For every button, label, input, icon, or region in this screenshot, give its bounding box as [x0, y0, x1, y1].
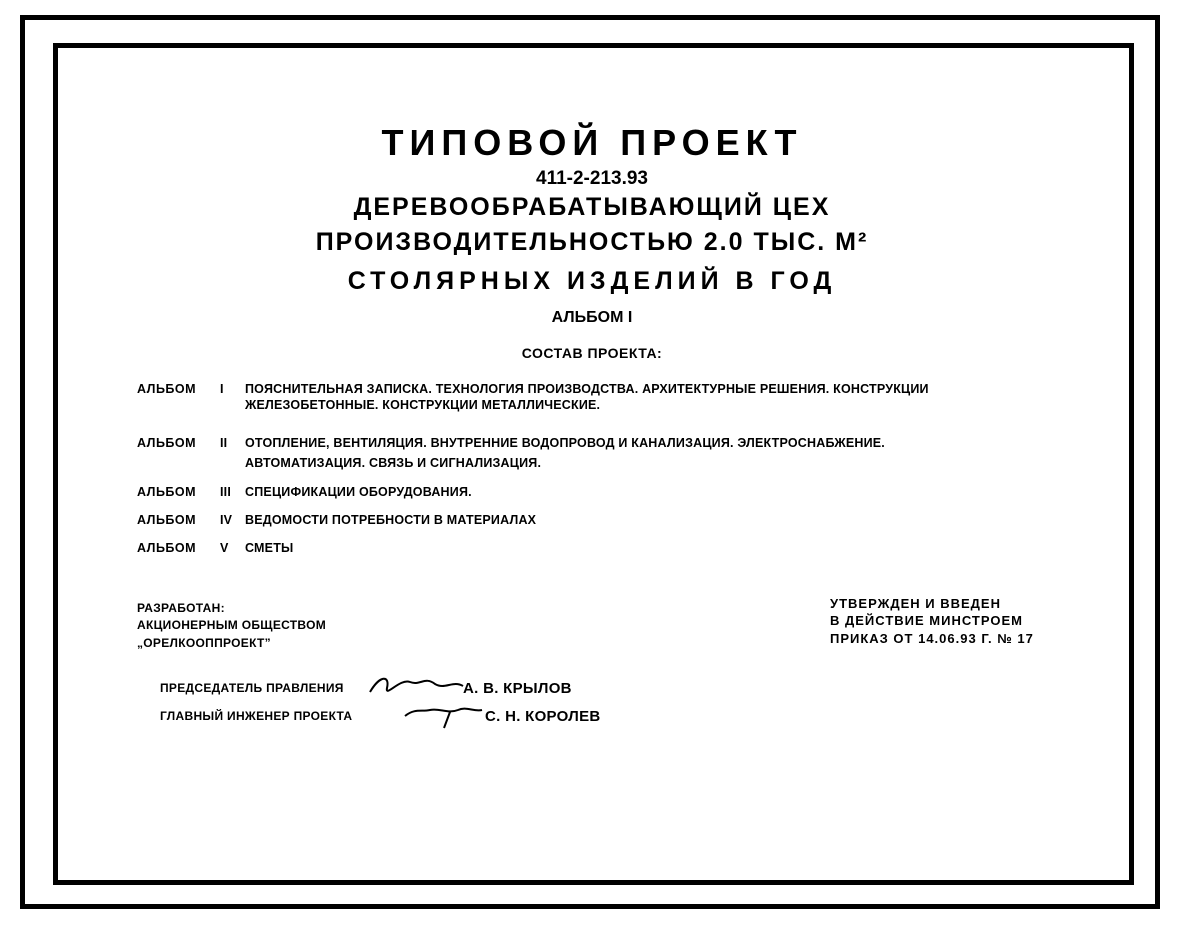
- album-label: АЛЬБОМ: [137, 513, 197, 527]
- composition-heading: СОСТАВ ПРОЕКТА:: [521, 345, 663, 361]
- album-number: АЛЬБОМ I: [551, 309, 633, 326]
- developer-org-line-1: АКЦИОНЕРНЫМ ОБЩЕСТВОМ: [137, 618, 327, 632]
- developer-label: РАЗРАБОТАН:: [137, 601, 225, 615]
- approval-line-3: ПРИКАЗ ОТ 14.06.93 Г. № 17: [830, 631, 1034, 646]
- title-line-2: ПРОИЗВОДИТЕЛЬНОСТЬЮ 2.0 ТЫС. М²: [315, 228, 869, 256]
- album-text-cont: АВТОМАТИЗАЦИЯ. СВЯЗЬ И СИГНАЛИЗАЦИЯ.: [245, 456, 542, 470]
- album-label: АЛЬБОМ: [137, 541, 197, 555]
- signatory-role: ГЛАВНЫЙ ИНЖЕНЕР ПРОЕКТА: [160, 709, 353, 723]
- developer-org-line-2: „ОРЕЛКООППРОЕКТ”: [137, 636, 271, 650]
- signature-icon: [400, 698, 490, 730]
- signatory-name: А. В. КРЫЛОВ: [463, 680, 572, 697]
- album-text: СПЕЦИФИКАЦИИ ОБОРУДОВАНИЯ.: [245, 485, 472, 499]
- album-num: II: [220, 436, 228, 450]
- project-code: 411-2-213.93: [536, 168, 648, 189]
- signatory-name: С. Н. КОРОЛЕВ: [485, 708, 601, 725]
- album-label: АЛЬБОМ: [137, 485, 197, 499]
- album-num: V: [220, 541, 229, 555]
- album-num: IV: [220, 513, 233, 527]
- approval-line-2: В ДЕЙСТВИЕ МИНСТРОЕМ: [830, 613, 1023, 628]
- signature-icon: [365, 670, 465, 700]
- album-text: ВЕДОМОСТИ ПОТРЕБНОСТИ В МАТЕРИАЛАХ: [245, 513, 537, 527]
- title-line-3: СТОЛЯРНЫХ ИЗДЕЛИЙ В ГОД: [347, 267, 837, 295]
- album-text: СМЕТЫ: [245, 541, 294, 555]
- approval-line-1: УТВЕРЖДЕН И ВВЕДЕН: [830, 596, 1001, 611]
- album-label: АЛЬБОМ: [137, 436, 197, 450]
- album-text-cont: ЖЕЛЕЗОБЕТОННЫЕ. КОНСТРУКЦИИ МЕТАЛЛИЧЕСКИЕ.: [245, 398, 601, 412]
- album-text: ОТОПЛЕНИЕ, ВЕНТИЛЯЦИЯ. ВНУТРЕННИЕ ВОДОПРОВОД И КАНАЛИЗАЦИЯ. ЭЛЕКТРОСНАБЖЕНИЕ.: [245, 436, 885, 450]
- document-title: ТИПОВОЙ ПРОЕКТ: [381, 122, 803, 163]
- signatory-role: ПРЕДСЕДАТЕЛЬ ПРАВЛЕНИЯ: [160, 681, 344, 695]
- album-label: АЛЬБОМ: [137, 382, 197, 396]
- title-line-1: ДЕРЕВООБРАБАТЫВАЮЩИЙ ЦЕХ: [353, 193, 831, 221]
- album-num: I: [220, 382, 224, 396]
- album-text: ПОЯСНИТЕЛЬНАЯ ЗАПИСКА. ТЕХНОЛОГИЯ ПРОИЗВОДСТВА. АРХИТЕКТУРНЫЕ РЕШЕНИЯ. КОНСТРУКЦИИ: [245, 382, 929, 396]
- album-num: III: [220, 485, 232, 499]
